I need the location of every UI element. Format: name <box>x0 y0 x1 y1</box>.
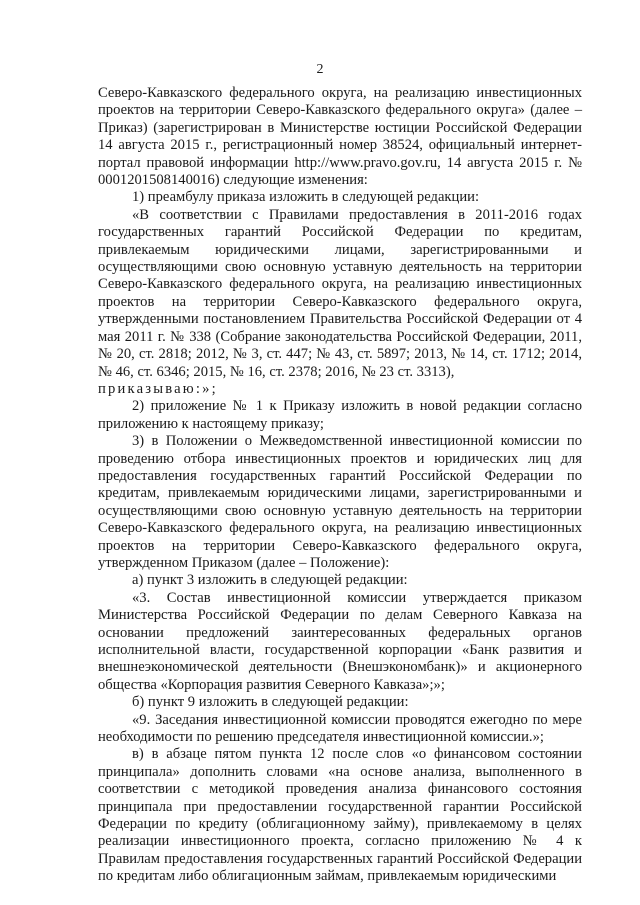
paragraph-sub-b-quote: «9. Заседания инвестиционной комиссии проводятся ежегодно по мере необходимости по решению председателя инвестиционной комиссии.»; <box>98 711 582 746</box>
paragraph-intro: Северо-Кавказского федерального округа, на реализацию инвестиционных проектов на территории Северо-Кавказского федерального округа» (далее – Приказ) (зарегистрирован в Министерстве юстиции Российской Федерации 14 августа 2015 г., регистрационный номер 38524, официальный интернет-портал правовой информации http://www.pravo.gov.ru, 14 августа 2015 г. № 0001201508140016) следующие изменения: <box>98 85 582 189</box>
page-number: 2 <box>316 62 324 77</box>
paragraph-item-2: 2) приложение № 1 к Приказу изложить в новой редакции согласно приложению к настоящему приказу; <box>98 398 582 432</box>
paragraph-preamble-quote: «В соответствии с Правилами предоставления в 2011-2016 годах государственных гарантий Российской Федерации по кредитам, привлекаемым юридическими лицами, зарегистрированными и осуществляющими свою основную уставную деятельность на территории Северо-Кавказского федерального округа, на реализацию инвестиционных проектов на территории Северо-Кавказского федерального округа, утвержденными постановлением Правительства Российской Федерации от 4 мая 2011 г. № 338 (Собрание законодательства Российской Федерации, 2011, № 20, ст. 2818; 2012, № 3, ст. 447; № 43, ст. 5897; 2013, № 14, ст. 1712; 2014, № 46, ст. 6346; 2015, № 16, ст. 2378; 2016, № 23 ст. 3313), <box>98 206 582 380</box>
paragraph-sub-a: а) пункт 3 изложить в следующей редакции: <box>132 572 408 589</box>
paragraph-sub-v: в) в абзаце пятом пункта 12 после слов «о финансовом состоянии принципала» дополнить словами «на основе анализа, выполненного в соответствии с методикой проведения анализа финансового состояния принципала при предоставлении государственной гарантии Российской Федерации по кредиту (облигационному займу), привлекаемому в целях реализации инвестиционного проекта, согласно приложению № 4 к Правилам предоставления государственных гарантий Российской Федерации по кредитам либо облигационным займам, привлекаемым юридическими <box>98 746 582 885</box>
paragraph-sub-a-quote: «3. Состав инвестиционной комиссии утверждается приказом Министерства Российской Федерации по делам Северного Кавказа на основании предложений заинтересованных федеральных органов исполнительной власти, государственной корпорации «Банк развития и внешнеэкономической деятельности (Внешэкономбанк)» и акционерного общества «Корпорация развития Северного Кавказа»;»; <box>98 589 582 693</box>
paragraph-item-1: 1) преамбулу приказа изложить в следующей редакции: <box>132 189 479 206</box>
paragraph-item-3: 3) в Положении о Межведомственной инвестиционной комиссии по проведению отбора инвестиционных проектов и юридических лиц для предоставления государственных гарантий Российской Федерации по кредитам, привлекаемым юридическими лицами, зарегистрированными и осуществляющими свою основную уставную деятельность на территории Северо-Кавказского федерального округа, на реализацию инвестиционных проектов на территории Северо-Кавказского федерального округа, утвержденном Приказом (далее – Положение): <box>98 433 582 571</box>
paragraph-prikazyvayu: приказываю:»; <box>98 380 218 397</box>
paragraph-sub-b: б) пункт 9 изложить в следующей редакции: <box>132 694 409 711</box>
document-body <box>98 85 582 886</box>
